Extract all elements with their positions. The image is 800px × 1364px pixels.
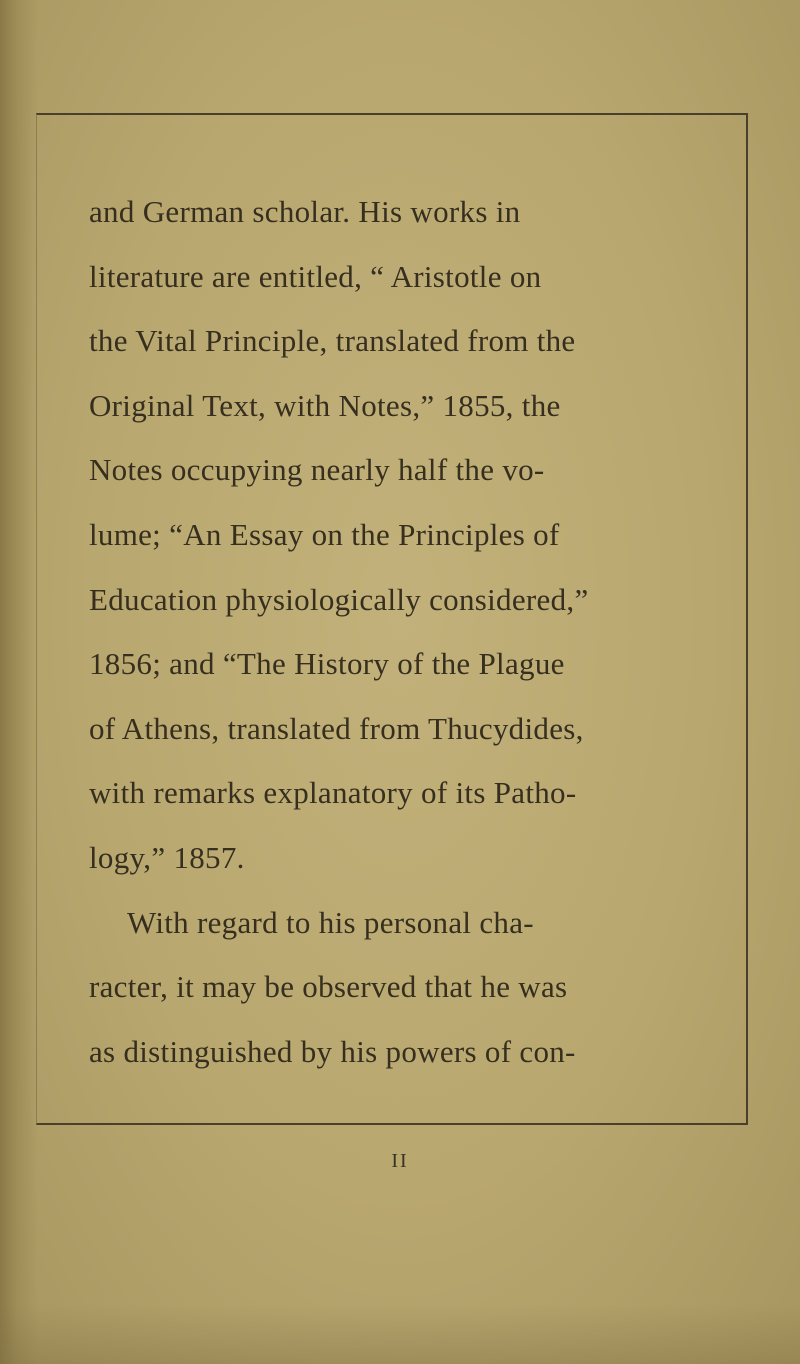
paragraph-start-line: With regard to his personal cha-: [127, 904, 534, 940]
text-line: Education physiologically considered,”: [89, 581, 589, 617]
text-line: lume; “An Essay on the Principles of: [89, 516, 560, 552]
text-line: and German scholar. His works in: [89, 194, 521, 229]
text-line: literature are entitled, “ Aristotle on: [89, 258, 542, 294]
text-line: with remarks explanatory of its Patho-: [89, 775, 577, 811]
body-text: [89, 180, 689, 1084]
text-line: the Vital Principle, translated from the: [89, 323, 576, 359]
text-line: Original Text, with Notes,” 1855, the: [89, 387, 561, 423]
text-line: logy,” 1857.: [89, 839, 245, 875]
text-line: of Athens, translated from Thucydides,: [89, 710, 584, 746]
text-line: Notes occupying nearly half the vo-: [89, 452, 545, 488]
text-line: racter, it may be observed that he was: [89, 969, 568, 1005]
page-number: II: [391, 1150, 409, 1172]
text-line: 1856; and “The History of the Plague: [89, 646, 565, 682]
text-line: as distinguished by his powers of con-: [89, 1033, 576, 1069]
page-shadow: [0, 1304, 800, 1364]
